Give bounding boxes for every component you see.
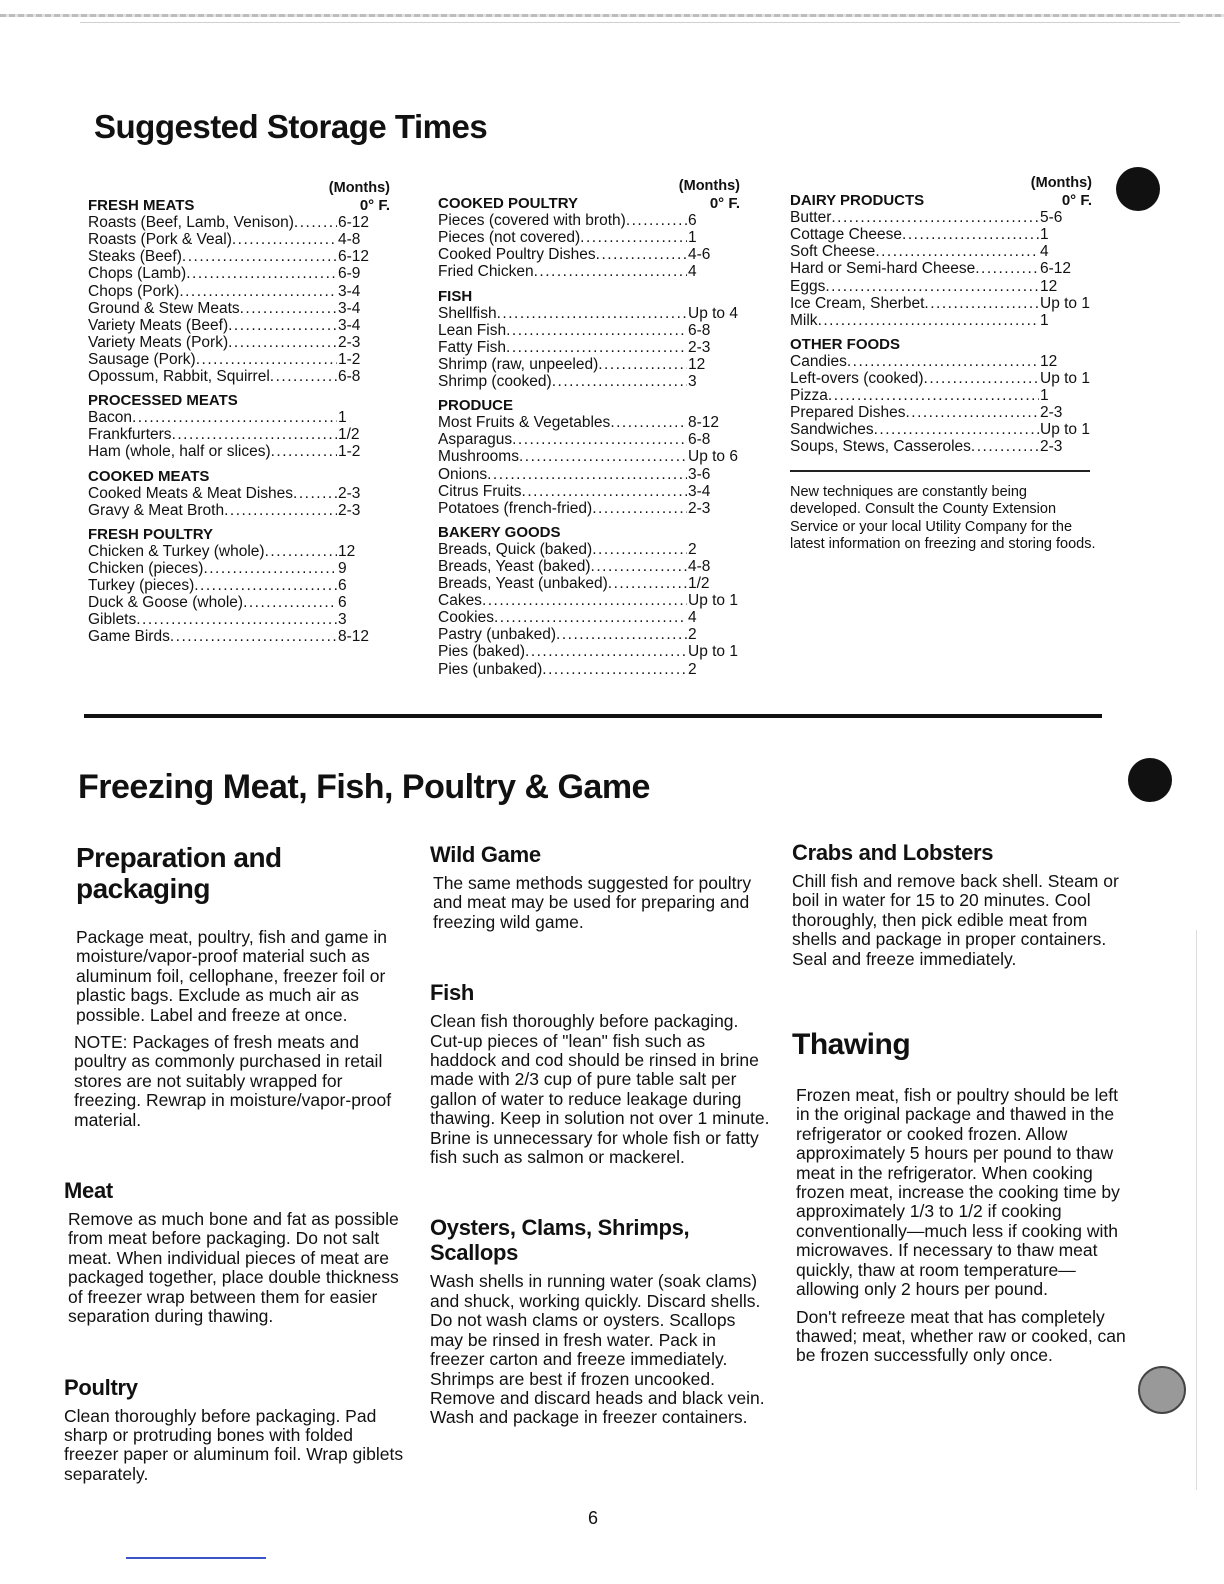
item-months: 3 [688, 373, 697, 391]
dot-leader [196, 351, 337, 368]
storage-item [438, 626, 740, 643]
dot-leader [194, 577, 337, 594]
category-cooked-meats: COOKED MEATS [88, 467, 210, 485]
item-name: Prepared Dishes [790, 404, 906, 422]
item-months: 12 [1040, 352, 1058, 370]
storage-item [438, 414, 740, 431]
category-bakery-goods: BAKERY GOODS [438, 523, 561, 541]
item-months: Up to 1 [1040, 294, 1090, 312]
storage-item [88, 368, 390, 385]
storage-item [88, 334, 390, 351]
dot-leader [902, 226, 1039, 243]
storage-item [438, 263, 740, 280]
storage-item [438, 575, 740, 592]
item-months: 4 [688, 263, 697, 281]
dot-leader [519, 448, 687, 465]
dot-leader [828, 387, 1039, 404]
storage-item [790, 243, 1092, 260]
category-processed-meats: PROCESSED MEATS [88, 392, 238, 410]
item-months: 1 [338, 409, 347, 427]
item-name: Sausage (Pork) [88, 350, 196, 368]
item-name: Most Fruits & Vegetables [438, 414, 611, 432]
heading-preparation: Preparation and packaging [76, 842, 282, 904]
item-months: 2-3 [338, 501, 361, 519]
item-months: 12 [1040, 277, 1058, 295]
footer-rule [126, 1557, 266, 1559]
temp-label: 0° F. [1061, 192, 1092, 210]
heading-crabs: Crabs and Lobsters [792, 840, 994, 865]
storage-item [790, 438, 1092, 455]
dot-leader [608, 575, 687, 592]
item-name: Mushrooms [438, 448, 519, 466]
storage-item [88, 577, 390, 594]
paragraph-thawing-2: Don't refreeze meat that has completely thawed; meat, whether raw or cooked, can be frozen successfully only once. [796, 1306, 1126, 1366]
dot-leader [186, 265, 337, 282]
paragraph-oysters: Wash shells in running water (soak clams) and shuck, working quickly. Discard shells. Do not wash clams or oysters. Scallops may be rinsed in fresh water. Pack in freezer carton and freeze immediately. Shrimps are best if frozen uncooked. Remove and discard heads and black vein. Wash and package in freezer containers. [430, 1271, 765, 1428]
item-name: Soft Cheese [790, 243, 876, 261]
item-months: 4 [688, 609, 697, 627]
paragraph-preparation-1: Package meat, poultry, fish and game in moisture/vapor-proof material such as aluminum foil, cellophane, freezer foil or plastic bags. Exclude as much air as possible. Label and freeze at once. [76, 927, 387, 1025]
category-fish: FISH [438, 287, 473, 305]
item-name: Onions [438, 465, 488, 483]
temp-label: 0° F. [359, 197, 390, 215]
dot-leader [228, 317, 337, 334]
heading-meat: Meat [64, 1178, 113, 1204]
item-name: Gravy & Meat Broth [88, 501, 225, 519]
item-months: 6-8 [688, 431, 711, 449]
storage-item [438, 448, 740, 465]
item-name: Cooked Poultry Dishes [438, 246, 596, 264]
category-header [790, 192, 1092, 209]
list-other-foods [790, 353, 1092, 456]
storage-item [438, 373, 740, 390]
storage-item [438, 558, 740, 575]
item-months: 12 [688, 355, 706, 373]
storage-item [88, 231, 390, 248]
dot-leader [552, 373, 687, 390]
item-name: Roasts (Beef, Lamb, Venison) [88, 214, 294, 232]
storage-item [438, 541, 740, 558]
storage-item [88, 485, 390, 502]
storage-item [438, 431, 740, 448]
storage-note: New techniques are constantly being developed. Consult the County Extension Service or your local Utility Company for the latest information on freezing and storing foods. [790, 483, 1096, 552]
item-months: 1 [1040, 226, 1049, 244]
freezing-title: Freezing Meat, Fish, Poultry & Game [78, 768, 650, 806]
item-months: 6-8 [688, 321, 711, 339]
item-months: 6 [338, 577, 347, 595]
item-name: Bacon [88, 409, 132, 427]
item-name: Cottage Cheese [790, 226, 903, 244]
dot-leader [293, 485, 337, 502]
item-name: Duck & Goose (whole) [88, 594, 244, 612]
dot-leader [243, 594, 337, 611]
item-months: 4 [1040, 243, 1049, 261]
dot-leader [506, 339, 687, 356]
item-name: Sandwiches [790, 421, 874, 439]
item-name: Variety Meats (Beef) [88, 316, 229, 334]
item-months: 6 [338, 594, 347, 612]
item-name: Breads, Yeast (unbaked) [438, 575, 608, 593]
punch-hole-bottom [1138, 1366, 1186, 1414]
item-months: 4-8 [688, 557, 711, 575]
heading-oysters: Oysters, Clams, Shrimps, Scallops [430, 1215, 690, 1266]
item-months: 3-4 [338, 299, 361, 317]
paragraph-thawing-1: Frozen meat, fish or poultry should be left in the original package and thawed in the refrigerator or cooked frozen. Allow approximately 5 hours per pound to thaw meat in the refrigerator. When cooking frozen meat, increase the cooking time by approximately 1/3 to 1/2 if cooking conventionally—much less if cooking with microwaves. If necessary to thaw meat quickly, thaw at room temperature—allowing only 2 hours per pound. [796, 1085, 1120, 1300]
list-fresh-poultry [88, 543, 390, 646]
months-label: (Months) [328, 180, 390, 196]
dot-leader [905, 404, 1039, 421]
storage-item [438, 212, 740, 229]
list-produce [438, 414, 740, 517]
list-cooked-poultry [438, 212, 740, 280]
paragraph-poultry: Clean thoroughly before packaging. Pad sharp or protruding bones with folded freezer paper or aluminum foil. Wrap giblets separately. [64, 1405, 404, 1484]
item-months: 4-6 [688, 246, 711, 264]
storage-item [790, 295, 1092, 312]
dot-leader [228, 334, 337, 351]
item-name: Ice Cream, Sherbet [790, 294, 925, 312]
list-dairy-products [790, 209, 1092, 329]
item-months: 6-12 [338, 214, 370, 232]
scan-top-border [0, 14, 1224, 17]
item-name: Pizza [790, 387, 828, 405]
item-months: 2-3 [338, 333, 361, 351]
category-cooked-poultry: COOKED POULTRY [438, 195, 579, 213]
dot-leader [818, 312, 1039, 329]
item-months: 1/2 [688, 575, 710, 593]
storage-item [790, 278, 1092, 295]
storage-item [88, 594, 390, 611]
item-name: Asparagus [438, 431, 513, 449]
storage-item [438, 246, 740, 263]
item-months: 1 [1040, 387, 1049, 405]
item-name: Steaks (Beef) [88, 248, 182, 266]
storage-column-3 [790, 175, 1096, 554]
item-name: Shellfish [438, 304, 497, 322]
storage-item [438, 322, 740, 339]
item-name: Potatoes (french-fried) [438, 499, 593, 517]
item-name: Cakes [438, 592, 482, 610]
dot-leader [971, 438, 1039, 455]
category-header [438, 195, 740, 212]
list-cooked-meats [88, 485, 390, 519]
freezing-column-2 [430, 842, 770, 1436]
storage-item [438, 466, 740, 483]
item-name: Butter [790, 209, 832, 227]
dot-leader [825, 278, 1039, 295]
item-months: 2-3 [1040, 404, 1063, 422]
page-number: 6 [588, 1508, 599, 1528]
item-name: Turkey (pieces) [88, 577, 195, 595]
heading-poultry: Poultry [64, 1374, 138, 1400]
dot-leader [170, 628, 337, 645]
dot-leader [975, 260, 1039, 277]
dot-leader [265, 543, 337, 560]
dot-leader [847, 353, 1039, 370]
item-months: 12 [338, 542, 356, 560]
item-name: Ham (whole, half or slices) [88, 443, 271, 461]
storage-item [438, 500, 740, 517]
storage-item [438, 661, 740, 678]
dot-leader [136, 611, 337, 628]
storage-item [88, 351, 390, 368]
dot-leader [596, 246, 687, 263]
dot-leader [232, 231, 337, 248]
item-name: Shrimp (cooked) [438, 373, 552, 391]
dot-leader [875, 243, 1039, 260]
item-name: Pieces (not covered) [438, 229, 581, 247]
storage-item [88, 214, 390, 231]
storage-item [88, 409, 390, 426]
dot-leader [271, 443, 337, 460]
dot-leader [182, 248, 337, 265]
item-months: 6-8 [338, 368, 361, 386]
item-name: Lean Fish [438, 321, 507, 339]
list-fresh-meats [88, 214, 390, 385]
storage-item [438, 643, 740, 660]
item-name: Chops (Lamb) [88, 265, 187, 283]
dot-leader [525, 643, 687, 660]
category-other-foods: OTHER FOODS [790, 335, 901, 353]
dot-leader [598, 356, 687, 373]
dot-leader [497, 305, 687, 322]
dot-leader [610, 414, 687, 431]
storage-item [790, 226, 1092, 243]
dot-leader [874, 421, 1039, 438]
dot-leader [172, 426, 337, 443]
dot-leader [592, 500, 687, 517]
item-name: Cookies [438, 609, 494, 627]
item-months: 2-3 [1040, 438, 1063, 456]
item-months: 3 [338, 611, 347, 629]
storage-item [790, 387, 1092, 404]
freezing-column-1 [64, 842, 404, 1492]
dot-leader [831, 209, 1039, 226]
item-name: Giblets [88, 611, 137, 629]
heading-thawing: Thawing [792, 1028, 911, 1062]
storage-item [88, 426, 390, 443]
dot-leader [240, 300, 337, 317]
item-months: Up to 6 [688, 448, 738, 466]
item-name: Pieces (covered with broth) [438, 212, 626, 230]
storage-item [438, 592, 740, 609]
item-months: 3-4 [338, 316, 361, 334]
section-divider [790, 470, 1090, 472]
item-months: 2-3 [688, 499, 711, 517]
dot-leader [179, 283, 337, 300]
storage-item [790, 209, 1092, 226]
item-name: Pastry (unbaked) [438, 626, 557, 644]
storage-item [438, 356, 740, 373]
scan-top-rule [80, 22, 1180, 23]
item-name: Variety Meats (Pork) [88, 333, 229, 351]
item-name: Breads, Yeast (baked) [438, 557, 591, 575]
list-fish [438, 305, 740, 390]
item-months: Up to 1 [688, 592, 738, 610]
item-name: Roasts (Pork & Veal) [88, 231, 232, 249]
item-name: Chops (Pork) [88, 282, 180, 300]
item-name: Candies [790, 352, 847, 370]
category-produce: PRODUCE [438, 397, 514, 415]
item-name: Chicken & Turkey (whole) [88, 542, 265, 560]
item-name: Pies (unbaked) [438, 660, 543, 678]
item-name: Pies (baked) [438, 643, 526, 661]
heading-wild-game: Wild Game [430, 842, 541, 867]
item-months: 2 [688, 660, 697, 678]
storage-item [88, 543, 390, 560]
list-processed-meats [88, 409, 390, 460]
storage-item [790, 370, 1092, 387]
item-months: 1/2 [338, 426, 360, 444]
item-months: Up to 1 [688, 643, 738, 661]
item-name: Eggs [790, 277, 826, 295]
dot-leader [534, 263, 687, 280]
scan-edge-line [1196, 930, 1197, 1490]
item-months: 6-12 [1040, 260, 1072, 278]
item-name: Fatty Fish [438, 338, 507, 356]
item-name: Shrimp (raw, unpeeled) [438, 355, 599, 373]
dot-leader [224, 502, 337, 519]
storage-item [88, 248, 390, 265]
item-months: 3-6 [688, 465, 711, 483]
dot-leader [494, 609, 687, 626]
paragraph-fish: Clean fish thoroughly before packaging. Cut-up pieces of "lean" fish such as haddock and cod should be rinsed in brine made with 2/3 cup of pure table salt per gallon of water to reduce leakage during thawing. Keep in solution not over 1 minute. Brine is unnecessary for whole fish or fatty fish such as salmon or mackerel. [430, 1011, 770, 1168]
item-name: Soups, Stews, Casseroles [790, 438, 971, 456]
months-label: (Months) [678, 178, 740, 194]
dot-leader [203, 560, 337, 577]
item-months: Up to 1 [1040, 370, 1090, 388]
category-fresh-meats: FRESH MEATS [88, 197, 195, 215]
storage-item [88, 628, 390, 645]
item-name: Left-overs (cooked) [790, 370, 924, 388]
item-name: Breads, Quick (baked) [438, 540, 593, 558]
item-name: Fried Chicken [438, 263, 534, 281]
item-name: Milk [790, 311, 818, 329]
dot-leader [132, 409, 337, 426]
item-name: Game Birds [88, 628, 170, 646]
item-months: 3-4 [338, 282, 361, 300]
dot-leader [512, 431, 687, 448]
item-months: 5-6 [1040, 209, 1063, 227]
storage-item [88, 283, 390, 300]
item-months: Up to 4 [688, 304, 738, 322]
storage-item [88, 560, 390, 577]
item-name: Frankfurters [88, 426, 172, 444]
list-bakery-goods [438, 541, 740, 678]
paragraph-crabs: Chill fish and remove back shell. Steam or boil in water for 15 to 20 minutes. Cool thoroughly, then pick edible meat from shells and package in proper containers. Seal and freeze immediately. [792, 871, 1119, 969]
category-dairy-products: DAIRY PRODUCTS [790, 192, 925, 210]
punch-hole-middle [1128, 758, 1172, 802]
category-header [88, 197, 390, 214]
storage-column-2 [438, 178, 740, 678]
storage-item [88, 317, 390, 334]
item-name: Chicken (pieces) [88, 559, 204, 577]
item-months: Up to 1 [1040, 421, 1090, 439]
item-months: 8-12 [688, 414, 720, 432]
heading-fish: Fish [430, 980, 475, 1006]
item-months: 8-12 [338, 628, 370, 646]
storage-item [790, 404, 1092, 421]
dot-leader [592, 541, 687, 558]
storage-title: Suggested Storage Times [94, 108, 488, 145]
item-months: 1-2 [338, 350, 361, 368]
storage-item [438, 305, 740, 322]
storage-item [88, 611, 390, 628]
dot-leader [626, 212, 687, 229]
item-months: 4-8 [338, 231, 361, 249]
section-rule [84, 714, 1102, 718]
item-months: 1 [1040, 311, 1049, 329]
punch-hole-top [1116, 167, 1160, 211]
dot-leader [556, 626, 687, 643]
temp-label: 0° F. [709, 195, 740, 213]
item-months: 1-2 [338, 443, 361, 461]
storage-item [790, 260, 1092, 277]
storage-item [790, 312, 1092, 329]
storage-item [88, 502, 390, 519]
item-months: 3-4 [688, 482, 711, 500]
dot-leader [591, 558, 687, 575]
storage-item [790, 353, 1092, 370]
item-months: 6-12 [338, 248, 370, 266]
paragraph-wild-game: The same methods suggested for poultry and meat may be used for preparing and freezing wild game. [433, 873, 752, 932]
item-months: 2-3 [688, 338, 711, 356]
storage-column-1 [88, 180, 390, 645]
dot-leader [924, 295, 1039, 312]
paragraph-meat: Remove as much bone and fat as possible from meat before packaging. Do not salt meat. When individual pieces of meat are packaged together, place double thickness of freezer wrap between them for easier separation during thawing. [68, 1209, 399, 1327]
dot-leader [924, 370, 1039, 387]
storage-item [88, 443, 390, 460]
dot-leader [542, 661, 687, 678]
item-name: Hard or Semi-hard Cheese [790, 260, 976, 278]
item-months: 1 [688, 229, 697, 247]
item-months: 2 [688, 540, 697, 558]
storage-item [438, 609, 740, 626]
item-months: 6-9 [338, 265, 361, 283]
item-months: 6 [688, 212, 697, 230]
storage-item [88, 300, 390, 317]
item-months: 2 [688, 626, 697, 644]
item-months: 2-3 [338, 484, 361, 502]
dot-leader [506, 322, 687, 339]
storage-item [438, 483, 740, 500]
dot-leader [522, 483, 687, 500]
storage-item [438, 339, 740, 356]
item-name: Ground & Stew Meats [88, 299, 240, 317]
storage-item [790, 421, 1092, 438]
dot-leader [580, 229, 687, 246]
item-name: Cooked Meats & Meat Dishes [88, 484, 294, 502]
storage-item [438, 229, 740, 246]
dot-leader [482, 592, 687, 609]
months-label: (Months) [1030, 175, 1092, 191]
item-name: Opossum, Rabbit, Squirrel [88, 368, 270, 386]
item-name: Citrus Fruits [438, 482, 522, 500]
item-months: 9 [338, 559, 347, 577]
storage-item [88, 265, 390, 282]
category-fresh-poultry: FRESH POULTRY [88, 525, 214, 543]
dot-leader [487, 466, 687, 483]
dot-leader [270, 368, 337, 385]
freezing-column-3 [792, 840, 1132, 1374]
paragraph-preparation-2: NOTE: Packages of fresh meats and poultry as commonly purchased in retail stores are not suitably wrapped for freezing. Rewrap in moisture/vapor-proof material. [74, 1032, 392, 1130]
dot-leader [294, 214, 337, 231]
